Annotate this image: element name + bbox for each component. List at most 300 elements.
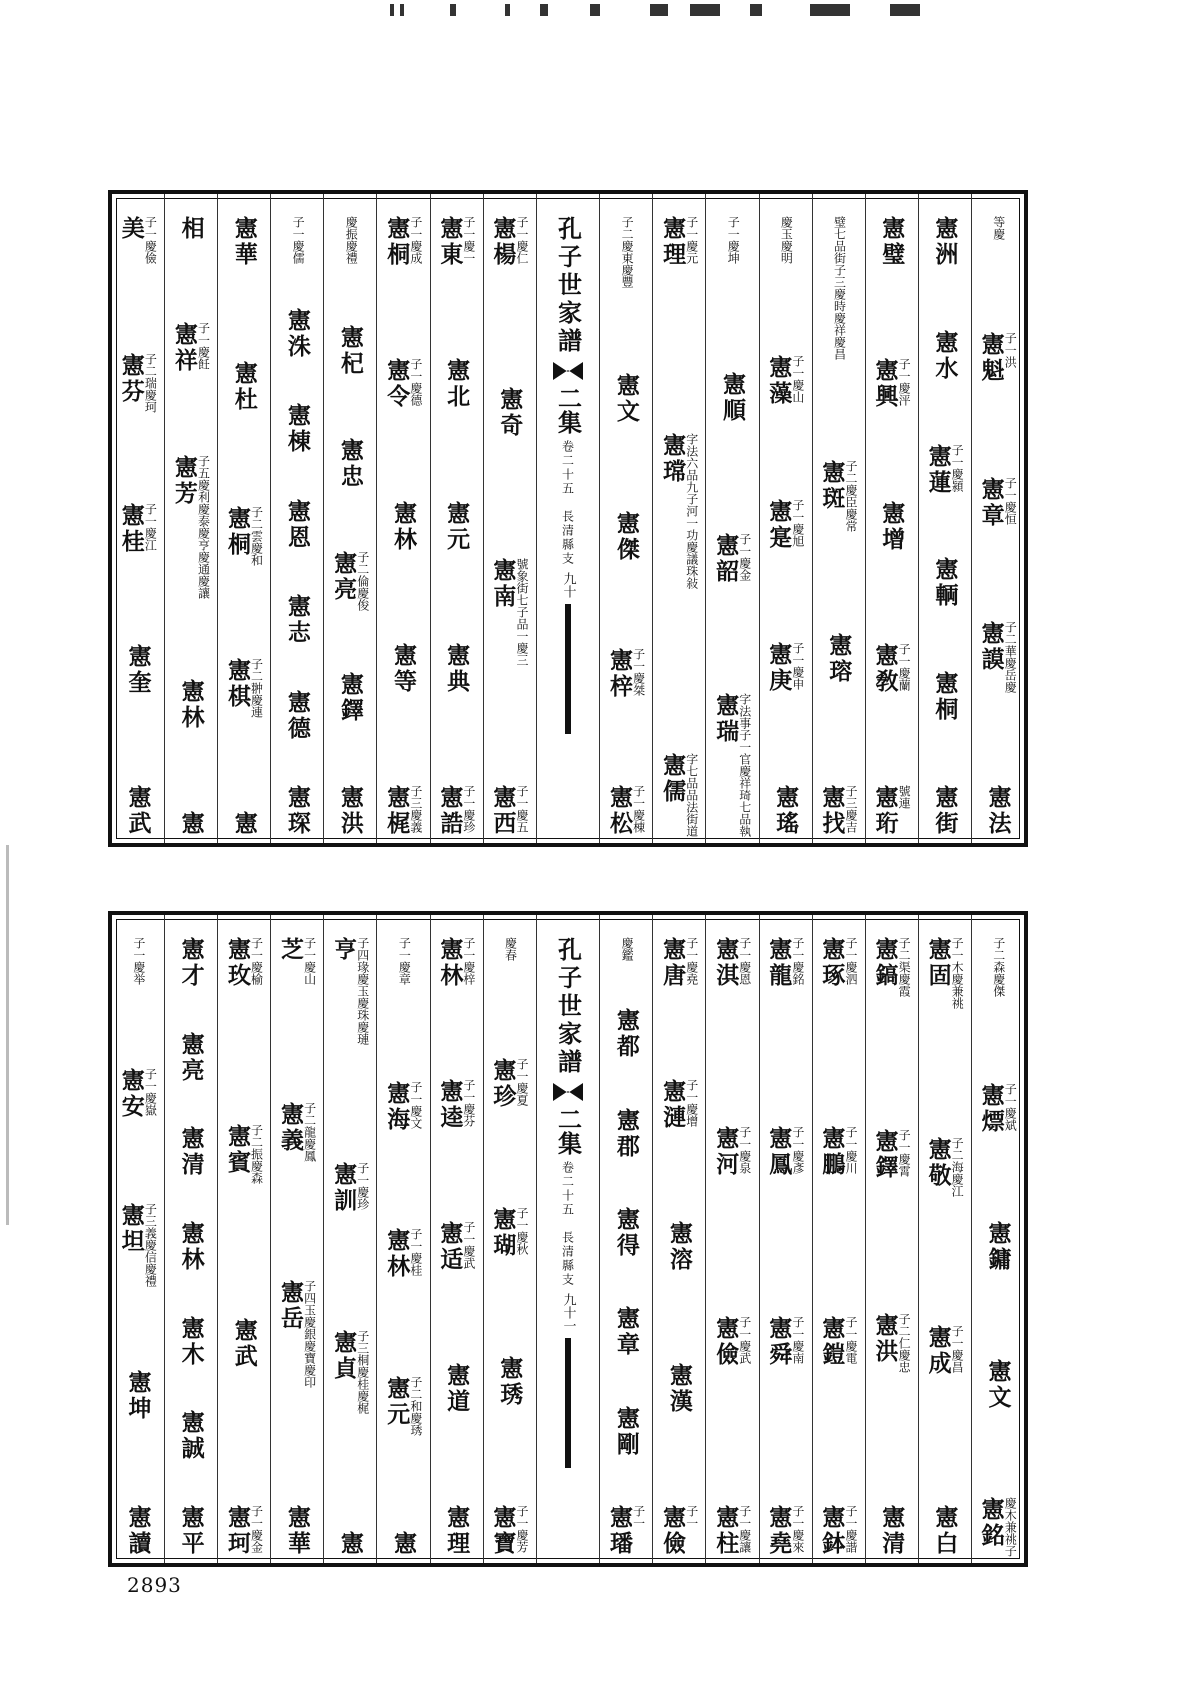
genealogy-column bbox=[812, 915, 865, 1563]
descendant-note: 字七品品法街道 bbox=[684, 753, 699, 837]
descendant-note: 子一慶棟 bbox=[631, 785, 646, 833]
person-entry bbox=[503, 937, 517, 961]
person-entry bbox=[977, 1497, 1018, 1557]
genealogy-column bbox=[599, 194, 652, 843]
person-entry bbox=[984, 785, 1012, 837]
person-name: 憲才 bbox=[177, 937, 205, 989]
person-entry bbox=[612, 510, 640, 563]
genealogy-column bbox=[705, 915, 758, 1563]
descendant-note: 子一慶坤 bbox=[726, 216, 741, 264]
person-entry bbox=[332, 1330, 369, 1414]
person-entry bbox=[438, 937, 475, 989]
person-name: 憲龍 bbox=[765, 937, 793, 989]
descendant-note: 子二和慶琇 bbox=[408, 1375, 423, 1436]
chapter-info: 卷二十五 長清縣支 bbox=[560, 1161, 575, 1287]
person-name: 憲得 bbox=[612, 1206, 640, 1259]
person-name: 憲恩 bbox=[283, 498, 311, 551]
person-name: 憲謨 bbox=[977, 620, 1005, 673]
descendant-note: 子一慶芳 bbox=[515, 1505, 529, 1553]
person-name: 憲珍 bbox=[489, 1058, 517, 1110]
genealogy-column bbox=[971, 194, 1024, 843]
genealogy-column bbox=[599, 915, 652, 1563]
person-entry bbox=[283, 403, 311, 455]
person-entry bbox=[223, 1123, 264, 1184]
person-entry bbox=[772, 785, 800, 837]
person-name: 憲洙 bbox=[283, 307, 311, 360]
person-entry bbox=[283, 689, 311, 742]
descendant-note: 字法事子一官慶祥琦七品執 bbox=[737, 692, 752, 837]
person-entry bbox=[117, 216, 158, 264]
person-entry bbox=[283, 498, 311, 551]
descendant-note: 子一慶嶽 bbox=[143, 1068, 158, 1116]
person-name: 亨 bbox=[330, 937, 358, 963]
person-name: 憲法 bbox=[984, 785, 1012, 837]
person-name: 憲梓 bbox=[606, 647, 634, 700]
descendant-note: 慶玉慶明 bbox=[779, 216, 794, 264]
descendant-note: 子一慶來 bbox=[790, 1504, 805, 1553]
person-name: 憲敎 bbox=[871, 642, 899, 695]
person-entry bbox=[283, 1504, 311, 1557]
person-name: 憲漣 bbox=[659, 1079, 687, 1131]
person-name: 憲瑚 bbox=[489, 1207, 517, 1259]
genealogy-column bbox=[918, 194, 971, 843]
descendant-note: 子三慶吉 bbox=[843, 784, 858, 833]
person-entry bbox=[931, 557, 959, 610]
margin-rule bbox=[565, 1338, 571, 1468]
descendant-note: 子一慶珍 bbox=[461, 785, 476, 833]
person-entry bbox=[767, 1126, 804, 1178]
person-entry bbox=[170, 454, 211, 599]
person-entry bbox=[438, 216, 475, 268]
person-entry bbox=[438, 785, 475, 837]
person-entry bbox=[283, 307, 311, 360]
person-entry bbox=[491, 1505, 528, 1557]
genealogy-column bbox=[270, 915, 323, 1563]
person-name: 相 bbox=[177, 216, 205, 242]
person-name: 憲鉢 bbox=[818, 1504, 846, 1557]
person-entry bbox=[991, 937, 1005, 997]
descendant-note: 子一慶桂 bbox=[408, 1228, 423, 1276]
descendant-note: 子一慶金 bbox=[737, 532, 752, 581]
descendant-note: 子四玉慶銀慶寶慶印 bbox=[302, 1279, 317, 1388]
person-name: 憲街 bbox=[931, 784, 959, 837]
genealogy-column bbox=[705, 194, 758, 843]
descendant-note: 字法六品九子河一功慶議珠敍 bbox=[684, 432, 699, 589]
person-name: 憲找 bbox=[818, 784, 846, 837]
person-name: 憲洪 bbox=[871, 1313, 899, 1365]
person-entry bbox=[661, 937, 698, 989]
descendant-note: 子二翀慶連 bbox=[249, 658, 264, 719]
person-entry bbox=[390, 500, 418, 553]
person-name: 憲淇 bbox=[712, 937, 740, 989]
person-entry bbox=[931, 329, 959, 382]
person-name: 芝 bbox=[277, 937, 305, 963]
descendant-note: 子一洪 bbox=[1003, 332, 1018, 369]
person-entry bbox=[873, 1313, 910, 1373]
person-entry bbox=[491, 785, 528, 837]
person-entry bbox=[714, 1505, 751, 1557]
person-name: 憲 bbox=[177, 811, 205, 837]
person-name: 憲瑞 bbox=[712, 692, 740, 745]
person-entry bbox=[873, 785, 910, 837]
person-name: 憲林 bbox=[177, 1220, 205, 1273]
descendant-note: 子一 bbox=[684, 1505, 699, 1529]
person-entry bbox=[931, 216, 959, 268]
person-entry bbox=[984, 1221, 1012, 1273]
descendant-note: 子一慶举 bbox=[131, 937, 146, 985]
person-entry bbox=[177, 1504, 205, 1557]
person-entry bbox=[931, 1505, 959, 1557]
descendant-note: 慶振慶禮 bbox=[344, 216, 359, 264]
descendant-note: 子一慶芬 bbox=[461, 1079, 476, 1127]
descendant-note: 子一慶成 bbox=[408, 216, 423, 264]
descendant-note: 子一慶申 bbox=[790, 641, 805, 690]
descendant-note: 子一慶飪 bbox=[196, 322, 211, 371]
descendant-note: 子一慶旭 bbox=[790, 498, 805, 547]
person-name: 憲松 bbox=[606, 785, 634, 837]
person-entry bbox=[832, 216, 846, 360]
descendant-note: 子二龍慶鳳 bbox=[302, 1102, 317, 1163]
person-name: 憲安 bbox=[117, 1068, 145, 1120]
person-entry bbox=[336, 438, 364, 490]
person-name: 憲奎 bbox=[124, 643, 152, 696]
person-name: 憲瑢 bbox=[825, 632, 853, 685]
person-entry bbox=[177, 1031, 205, 1084]
descendant-note: 子二華慶岳慶 bbox=[1003, 620, 1018, 693]
person-entry bbox=[977, 620, 1018, 693]
descendant-note: 子一慶武 bbox=[461, 1221, 476, 1269]
person-name: 憲楊 bbox=[489, 216, 517, 268]
person-name: 憲西 bbox=[489, 785, 517, 837]
genealogy-column bbox=[112, 915, 164, 1563]
person-entry bbox=[779, 216, 793, 264]
person-name: 憲賓 bbox=[223, 1123, 251, 1176]
person-name: 憲鐸 bbox=[336, 672, 364, 724]
person-entry bbox=[767, 499, 804, 551]
person-entry bbox=[177, 1315, 205, 1368]
person-entry bbox=[767, 355, 804, 407]
person-name: 憲棟 bbox=[283, 403, 311, 455]
person-name: 憲清 bbox=[878, 1505, 906, 1557]
person-entry bbox=[438, 1221, 475, 1273]
descendant-note: 子一慶南 bbox=[790, 1315, 805, 1364]
person-name: 憲元 bbox=[383, 1375, 411, 1428]
genealogy-column bbox=[164, 915, 217, 1563]
person-name: 憲剛 bbox=[612, 1405, 640, 1458]
person-entry bbox=[223, 1504, 264, 1557]
person-entry bbox=[397, 937, 411, 985]
person-name: 憲蓮 bbox=[924, 443, 952, 496]
person-entry bbox=[336, 672, 364, 724]
descendant-note: 子二振慶森 bbox=[249, 1123, 264, 1184]
page-number: 2893 bbox=[127, 1573, 182, 1597]
genealogy-column bbox=[865, 194, 918, 843]
genealogy-column bbox=[483, 915, 536, 1563]
person-entry bbox=[491, 216, 528, 268]
genealogy-column bbox=[483, 194, 536, 843]
person-entry bbox=[279, 1280, 316, 1388]
descendant-note: 子一慶泉 bbox=[737, 1126, 752, 1175]
person-entry bbox=[223, 658, 264, 719]
person-name: 憲固 bbox=[924, 937, 952, 989]
person-name: 憲溶 bbox=[665, 1221, 693, 1273]
person-entry bbox=[767, 1316, 804, 1368]
person-entry bbox=[612, 373, 640, 426]
person-entry bbox=[223, 937, 264, 989]
person-entry bbox=[714, 693, 751, 837]
person-entry bbox=[177, 1410, 205, 1463]
person-entry bbox=[170, 322, 211, 375]
person-entry bbox=[984, 1359, 1012, 1411]
person-entry bbox=[767, 937, 804, 989]
person-name: 憲貞 bbox=[330, 1330, 358, 1383]
descendant-note: 子一慶恩 bbox=[737, 937, 752, 985]
genealogy-column bbox=[759, 915, 812, 1563]
person-entry bbox=[977, 332, 1018, 385]
genealogy-column bbox=[430, 915, 483, 1563]
person-entry bbox=[924, 1325, 965, 1377]
person-name: 憲杞 bbox=[336, 325, 364, 377]
person-name: 憲林 bbox=[383, 1228, 411, 1280]
descendant-note: 子三義慶信慶禮 bbox=[143, 1203, 158, 1287]
person-entry bbox=[283, 785, 311, 837]
person-entry bbox=[390, 1531, 418, 1557]
person-name: 憲木 bbox=[177, 1315, 205, 1368]
person-entry bbox=[620, 937, 634, 961]
person-entry bbox=[332, 1162, 369, 1214]
descendant-note: 子二慶東慶豐 bbox=[620, 216, 635, 288]
person-name: 憲柱 bbox=[712, 1504, 740, 1557]
person-entry bbox=[931, 671, 959, 724]
descendant-note: 號連 bbox=[897, 785, 912, 809]
person-name: 憲元 bbox=[443, 500, 471, 553]
person-name: 憲德 bbox=[283, 689, 311, 742]
person-name: 憲輌 bbox=[931, 557, 959, 610]
person-name: 憲 bbox=[336, 1530, 364, 1557]
person-name: 憲适 bbox=[436, 1221, 464, 1273]
person-name: 憲誥 bbox=[436, 785, 464, 837]
person-entry bbox=[230, 811, 258, 837]
person-entry bbox=[385, 216, 422, 268]
person-name: 憲章 bbox=[977, 476, 1005, 529]
person-name: 憲林 bbox=[177, 678, 205, 731]
person-entry bbox=[390, 642, 418, 695]
person-name: 憲祥 bbox=[170, 322, 198, 375]
person-name: 憲傑 bbox=[612, 510, 640, 563]
person-entry bbox=[820, 1316, 857, 1368]
person-entry bbox=[496, 387, 524, 439]
person-entry bbox=[385, 1376, 422, 1436]
descendant-note: 子三桐慶桂慶梶 bbox=[355, 1330, 370, 1415]
person-entry bbox=[721, 372, 744, 424]
person-name: 憲興 bbox=[871, 358, 899, 411]
person-entry bbox=[223, 505, 264, 566]
genealogy-column bbox=[112, 194, 164, 843]
person-entry bbox=[878, 216, 906, 268]
top-edge-marks bbox=[390, 4, 950, 18]
descendant-note: 子二瑞慶珂 bbox=[143, 353, 158, 414]
person-name: 憲亮 bbox=[177, 1031, 205, 1084]
descendant-note: 子三慶義 bbox=[408, 785, 423, 833]
person-name: 憲寶 bbox=[489, 1505, 517, 1557]
person-entry bbox=[336, 1530, 364, 1557]
person-name: 憲華 bbox=[230, 216, 258, 268]
person-entry bbox=[491, 558, 528, 666]
person-entry bbox=[608, 1505, 645, 1557]
person-name: 憲清 bbox=[177, 1126, 205, 1179]
person-entry bbox=[124, 1505, 152, 1557]
person-name: 憲杜 bbox=[230, 360, 258, 413]
person-name: 憲奇 bbox=[496, 387, 524, 439]
person-entry bbox=[714, 1126, 751, 1178]
person-name: 憲璧 bbox=[878, 216, 906, 268]
person-entry bbox=[117, 353, 158, 414]
descendant-note: 子一慶銘 bbox=[790, 937, 805, 985]
person-name: 憲等 bbox=[390, 642, 418, 695]
person-name: 憲鐸 bbox=[871, 1129, 899, 1181]
descendant-note: 子一慶五 bbox=[515, 785, 529, 833]
person-entry bbox=[873, 937, 910, 997]
descendant-note: 子一慶斌 bbox=[1003, 1083, 1018, 1131]
person-entry bbox=[177, 937, 205, 989]
descendant-note: 子二仁慶忠 bbox=[897, 1313, 912, 1373]
person-name: 憲文 bbox=[984, 1359, 1012, 1411]
person-entry bbox=[620, 216, 634, 288]
person-entry bbox=[608, 785, 645, 837]
person-name: 憲瑤 bbox=[772, 785, 800, 837]
person-entry bbox=[283, 594, 311, 646]
person-name: 憲銘 bbox=[977, 1497, 1005, 1549]
person-entry bbox=[612, 1008, 640, 1061]
descendant-note: 子一慶武 bbox=[737, 1315, 752, 1364]
person-name: 憲芬 bbox=[117, 353, 145, 406]
person-entry bbox=[117, 1203, 158, 1287]
person-entry bbox=[977, 1083, 1018, 1135]
person-name: 憲梶 bbox=[383, 785, 411, 837]
person-entry bbox=[332, 551, 369, 611]
fishtail-mark-icon bbox=[553, 1083, 583, 1101]
descendant-note: 慶木兼祧子 bbox=[1003, 1497, 1018, 1557]
person-entry bbox=[177, 811, 205, 837]
person-name: 憲魁 bbox=[977, 332, 1005, 385]
fishtail-mark-icon bbox=[553, 362, 583, 380]
genealogy-column bbox=[270, 194, 323, 843]
person-entry bbox=[443, 642, 471, 695]
descendant-note: 子一慶文 bbox=[408, 1080, 423, 1129]
person-entry bbox=[665, 1221, 693, 1273]
person-entry bbox=[924, 1137, 965, 1197]
descendant-note: 子二森慶傑 bbox=[991, 937, 1006, 997]
person-entry bbox=[279, 1102, 316, 1162]
person-name: 憲琢 bbox=[818, 937, 846, 989]
person-name: 憲 bbox=[230, 811, 258, 837]
person-name: 憲亮 bbox=[330, 551, 358, 603]
person-entry bbox=[385, 358, 422, 410]
person-name: 美 bbox=[117, 216, 145, 242]
person-entry bbox=[291, 216, 305, 264]
person-name: 憲瑺 bbox=[659, 432, 687, 485]
person-name: 憲桐 bbox=[223, 505, 251, 558]
descendant-note: 子一 bbox=[631, 1504, 646, 1529]
person-name: 憲典 bbox=[443, 642, 471, 695]
descendant-note: 子二雲慶和 bbox=[249, 505, 264, 566]
genealogy-column bbox=[918, 915, 971, 1563]
person-entry bbox=[230, 360, 258, 413]
descendant-note: 等慶 bbox=[991, 216, 1006, 240]
descendant-note: 子一木慶兼祧 bbox=[950, 937, 965, 1009]
descendant-note: 子一慶堯 bbox=[684, 937, 699, 985]
person-entry bbox=[924, 937, 965, 1009]
person-name: 憲坦 bbox=[117, 1203, 145, 1255]
person-name: 憲桐 bbox=[931, 671, 959, 724]
genealogy-column bbox=[430, 194, 483, 843]
descendant-note: 子一慶電 bbox=[843, 1315, 858, 1364]
descendant-note: 子一慶梓 bbox=[461, 937, 476, 985]
person-entry bbox=[714, 533, 751, 585]
person-entry bbox=[767, 1505, 804, 1557]
person-entry bbox=[820, 460, 857, 532]
person-name: 憲南 bbox=[489, 558, 517, 610]
person-entry bbox=[661, 1505, 698, 1557]
person-entry bbox=[336, 325, 364, 377]
person-name: 憲都 bbox=[612, 1008, 640, 1061]
person-name: 憲庚 bbox=[765, 641, 793, 694]
person-name: 憲鵬 bbox=[818, 1126, 846, 1179]
person-entry bbox=[117, 1068, 158, 1120]
descendant-note: 子二慶臣慶常 bbox=[843, 460, 858, 533]
person-entry bbox=[177, 1220, 205, 1273]
genealogy-column bbox=[323, 915, 376, 1563]
person-entry bbox=[924, 443, 965, 496]
person-entry bbox=[385, 1228, 422, 1280]
genealogy-column bbox=[652, 915, 705, 1563]
person-entry bbox=[124, 1370, 152, 1422]
person-entry bbox=[820, 937, 857, 989]
person-entry bbox=[124, 785, 152, 837]
descendant-note: 子一慶川 bbox=[843, 1126, 858, 1175]
person-name: 憲洪 bbox=[336, 785, 364, 837]
person-name: 憲韶 bbox=[712, 532, 740, 585]
person-entry bbox=[612, 1306, 640, 1359]
person-name: 憲武 bbox=[124, 785, 152, 837]
descendant-note: 子一慶昌 bbox=[950, 1325, 965, 1373]
person-entry bbox=[344, 216, 358, 264]
person-name: 憲林 bbox=[436, 937, 464, 989]
person-name: 憲堯 bbox=[765, 1504, 793, 1557]
person-entry bbox=[820, 1505, 857, 1557]
center-margin-strip bbox=[536, 915, 600, 1563]
genealogy-column bbox=[812, 194, 865, 843]
person-entry bbox=[443, 1505, 471, 1557]
person-name: 憲義 bbox=[277, 1102, 305, 1155]
person-name: 憲儉 bbox=[659, 1505, 687, 1557]
person-name: 憲鎬 bbox=[871, 937, 899, 989]
person-entry bbox=[443, 358, 471, 411]
person-name: 憲理 bbox=[443, 1505, 471, 1557]
person-name: 憲郡 bbox=[612, 1107, 640, 1160]
person-entry bbox=[767, 642, 804, 694]
genealogy-column bbox=[217, 915, 270, 1563]
descendant-note: 子一慶增 bbox=[684, 1079, 699, 1127]
person-name: 憲平 bbox=[177, 1504, 205, 1557]
person-entry bbox=[612, 1206, 640, 1259]
genealogy-column bbox=[652, 194, 705, 843]
person-name: 憲芳 bbox=[170, 454, 198, 507]
descendant-note: 子一慶章 bbox=[397, 937, 412, 985]
person-name: 憲水 bbox=[931, 329, 959, 382]
book-title: 孔子世家譜 bbox=[553, 937, 583, 1077]
descendant-note: 子一慶儉 bbox=[143, 216, 158, 264]
